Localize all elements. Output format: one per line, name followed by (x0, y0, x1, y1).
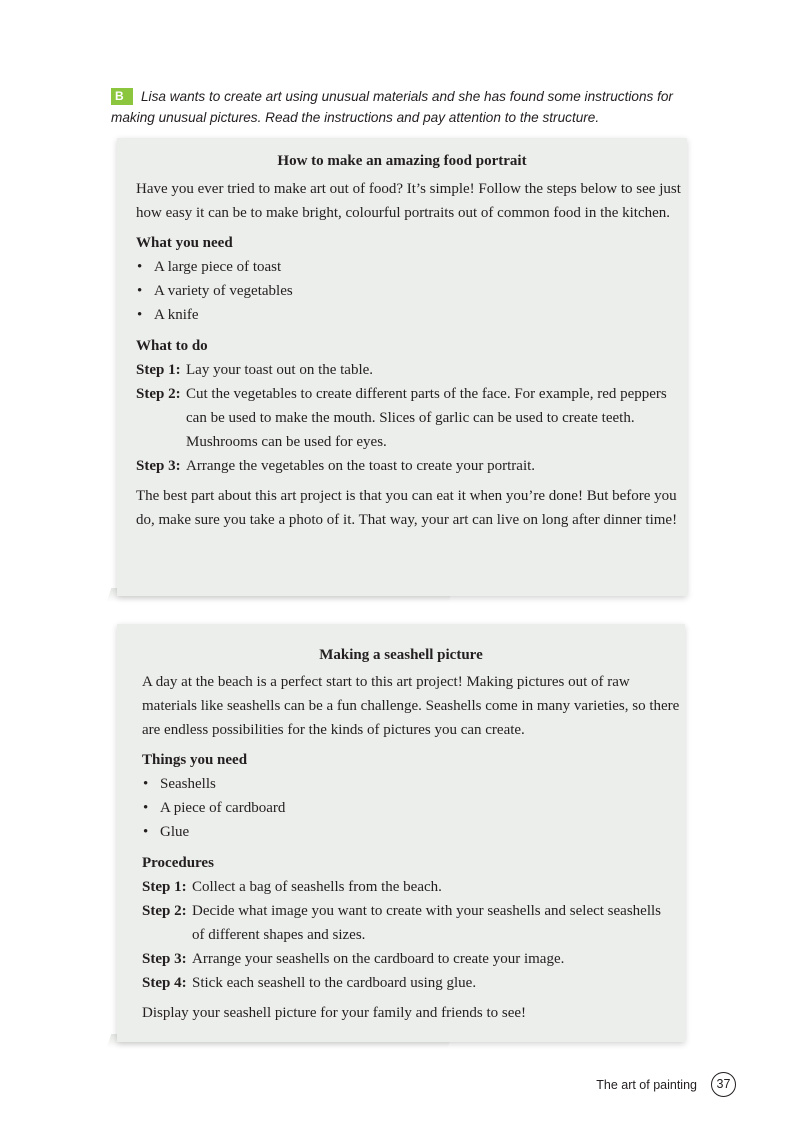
step-item (142, 875, 685, 899)
section-title: The art of painting (596, 1077, 697, 1092)
card-intro: Have you ever tried to make art out of food? It’s simple! Follow the steps below to see just how easy it can be to make bright, colourful portraits out of common food in the kitchen. (136, 181, 681, 221)
materials-list (136, 255, 687, 327)
step-item (136, 382, 687, 454)
list-item: • A large piece of toast (136, 255, 687, 279)
steps-list (136, 358, 687, 478)
step-text: Lay your toast out on the table. (186, 362, 374, 378)
steps-list (142, 875, 685, 995)
step-text: Collect a bag of seashells from the beach. (192, 879, 442, 895)
step-item (142, 971, 685, 995)
step-text: Stick each seashell to the cardboard using glue. (192, 975, 477, 991)
step-item (136, 358, 687, 382)
exercise-badge: B (111, 88, 133, 105)
step-label: Step 4: (142, 975, 187, 991)
food-portrait-card (117, 138, 687, 596)
card-outro: Display your seashell picture for your family and friends to see! (142, 1005, 527, 1021)
step-item (136, 454, 687, 478)
list-item: • Seashells (142, 772, 685, 796)
step-item (142, 947, 685, 971)
step-label: Step 2: (142, 903, 187, 919)
page-number: 37 (711, 1072, 736, 1097)
step-text: Arrange your seashells on the cardboard to create your image. (192, 951, 565, 967)
step-label: Step 3: (142, 951, 187, 967)
list-item: • A variety of vegetables (136, 279, 687, 303)
step-label: Step 1: (136, 362, 181, 378)
steps-heading: What to do (136, 338, 208, 354)
list-item: • A knife (136, 303, 687, 327)
step-label: Step 2: (136, 386, 181, 402)
step-text: Arrange the vegetables on the toast to create your portrait. (186, 458, 536, 474)
page-footer (596, 1072, 736, 1097)
seashell-picture-card (117, 624, 685, 1042)
need-heading: Things you need (142, 752, 248, 768)
card-outro: The best part about this art project is that you can eat it when you’re done! But before you do, make sure you take a photo of it. That way, your art can live on long after dinner time! (136, 488, 678, 528)
card-title: How to make an amazing food portrait (277, 153, 527, 169)
list-item: • Glue (142, 820, 685, 844)
exercise-instructions (111, 86, 701, 128)
steps-heading: Procedures (142, 855, 214, 871)
card-intro: A day at the beach is a perfect start to this art project! Making pictures out of raw materials like seashells can be a fun challenge. Seashells come in many varieties, so there are endless possibilities for the kinds of pictures you can create. (142, 674, 680, 738)
card-title: Making a seashell picture (319, 647, 483, 663)
step-label: Step 1: (142, 879, 187, 895)
step-text: Cut the vegetables to create different parts of the face. For example, red peppers can be used to make the mouth. Slices of garlic can be used to create teeth. Mushrooms can be used for eyes. (186, 386, 667, 450)
materials-list (142, 772, 685, 844)
step-label: Step 3: (136, 458, 181, 474)
instructions-text: Lisa wants to create art using unusual materials and she has found some instructions for making unusual pictures. Read the instructions and pay attention to the structure. (111, 89, 673, 125)
step-item (142, 899, 685, 947)
step-text: Decide what image you want to create with your seashells and select seashells of different shapes and sizes. (192, 903, 662, 943)
list-item: • A piece of cardboard (142, 796, 685, 820)
need-heading: What you need (136, 235, 233, 251)
